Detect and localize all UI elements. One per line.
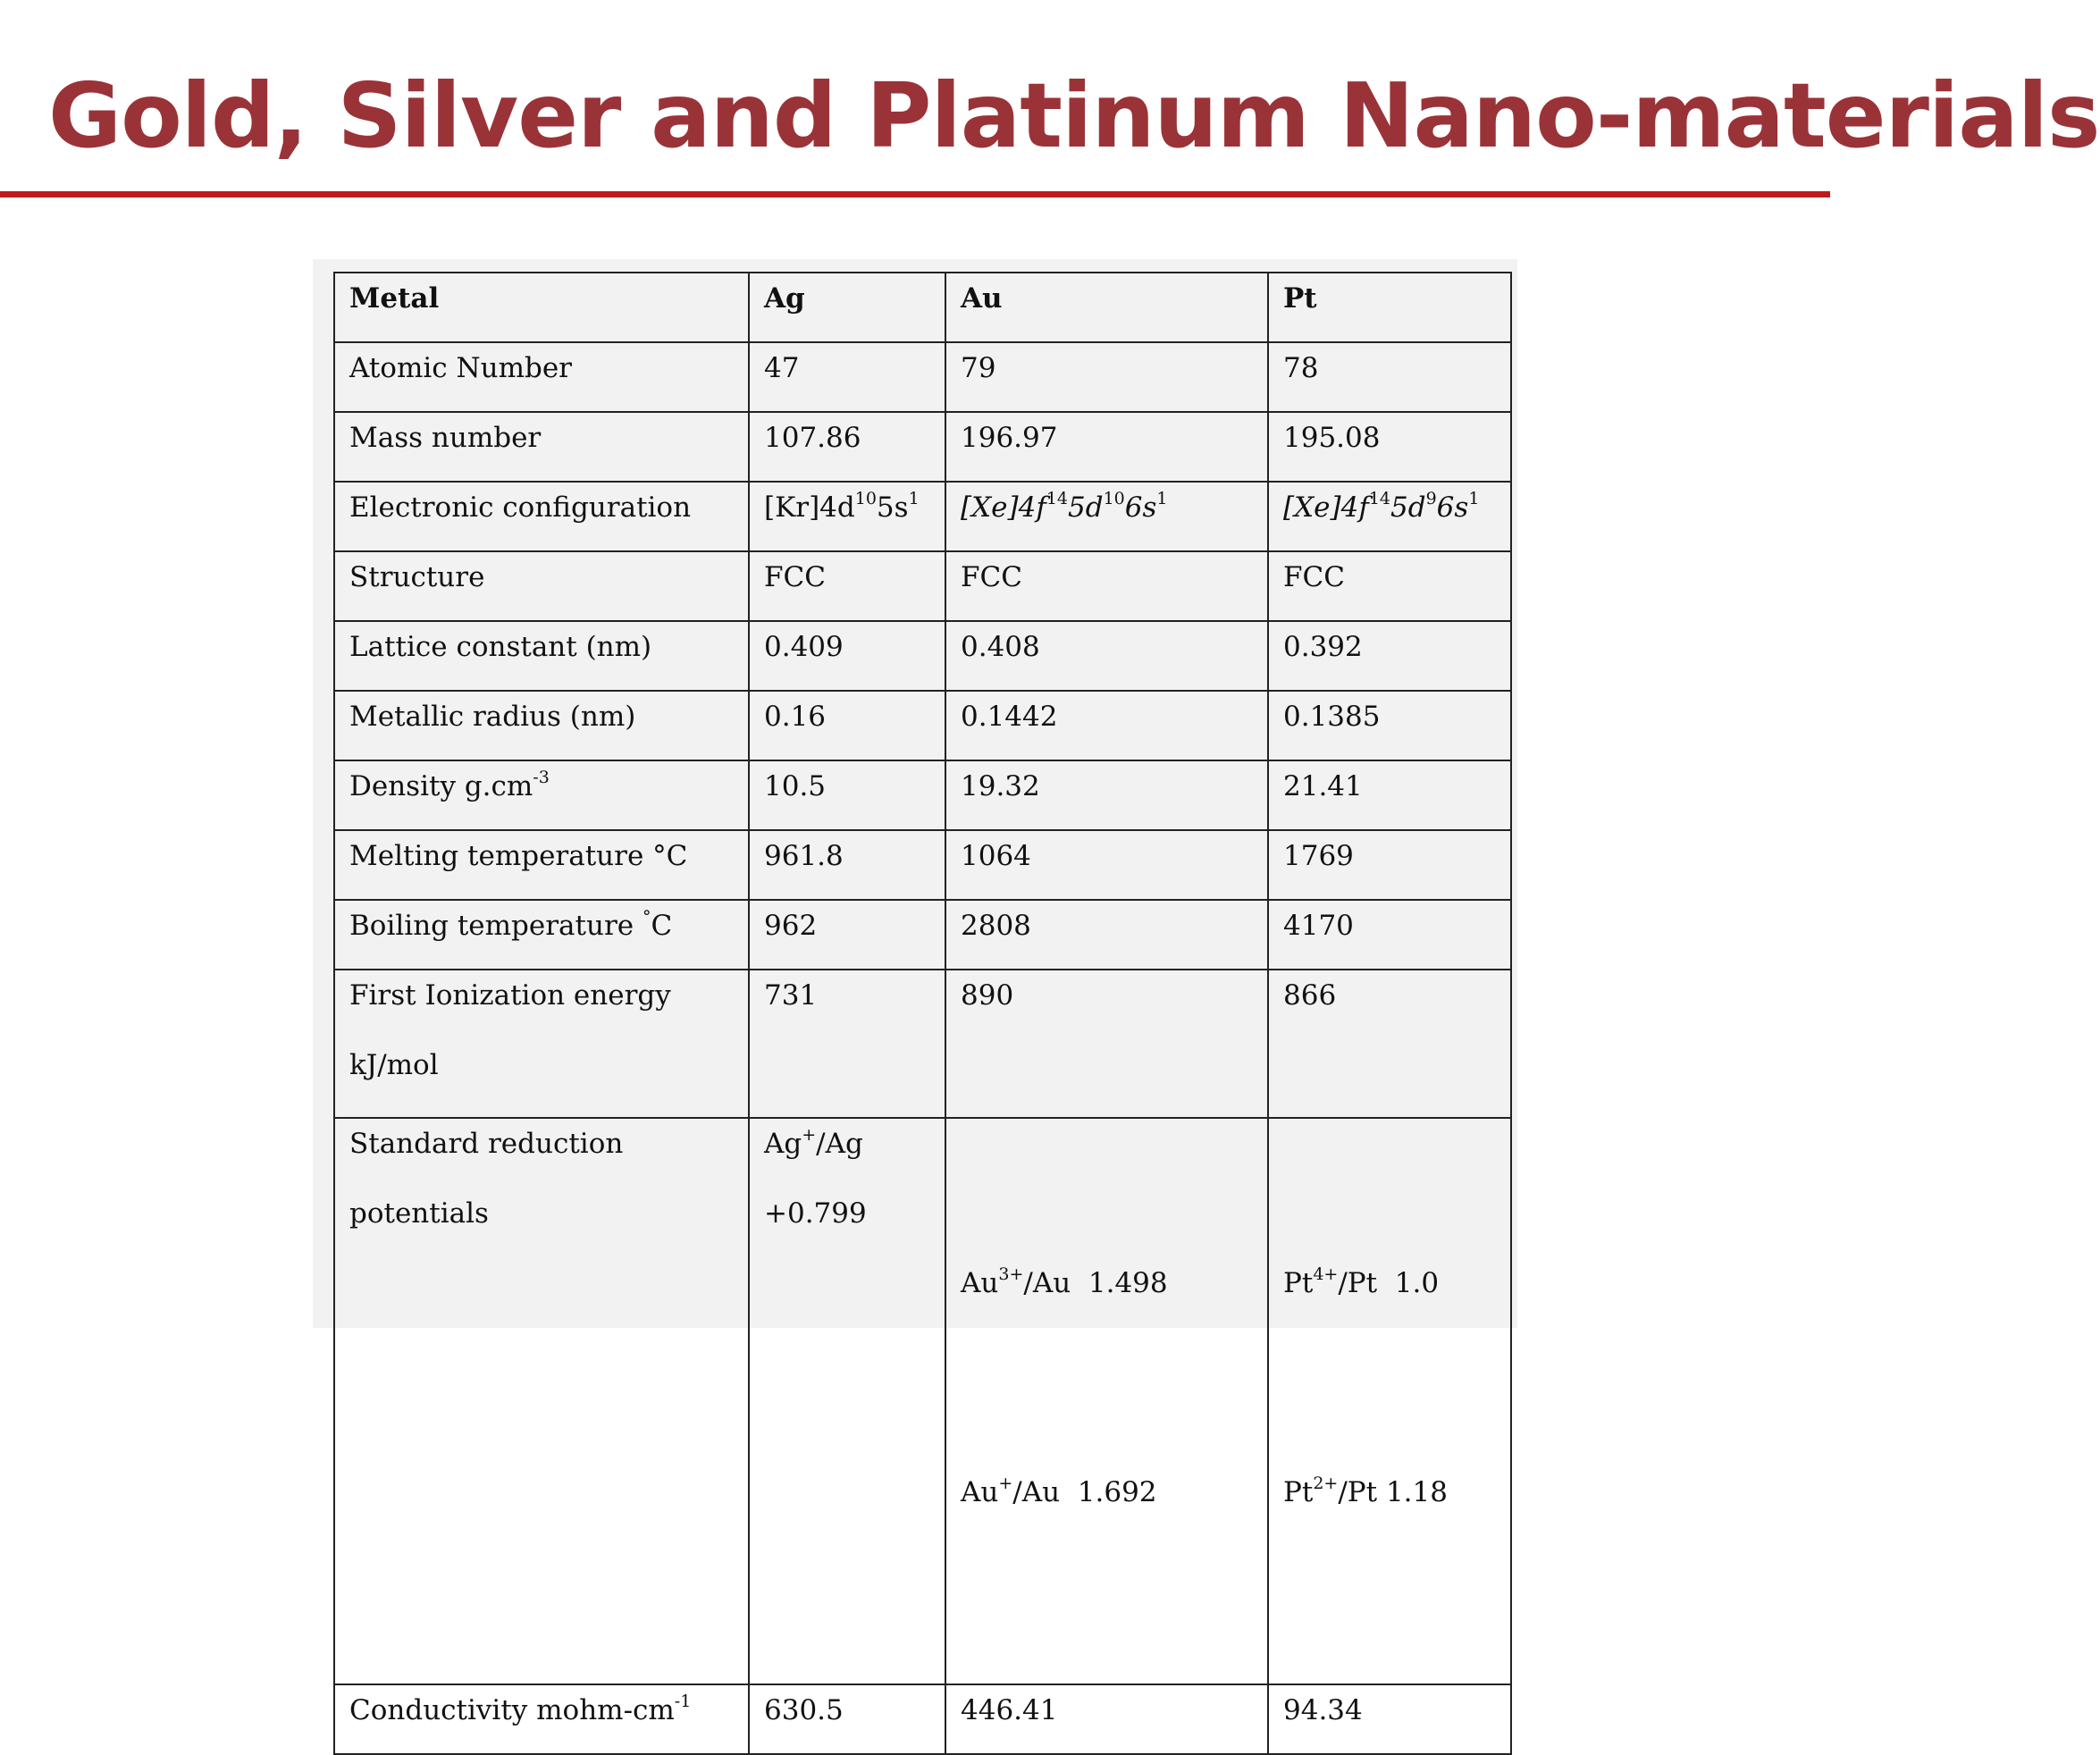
cell-au: 446.41 — [945, 1684, 1268, 1754]
cell-pt — [1268, 1118, 1511, 1684]
cell-line-2: +0.799 — [764, 1197, 867, 1230]
cell-ag: 0.16 — [749, 691, 945, 760]
config-base: [Xe]4f — [961, 491, 1046, 524]
table-row-standard-reduction-potentials — [334, 1118, 1511, 1684]
cell-line-2 — [961, 1474, 1253, 1544]
table-row-metallic-radius — [334, 691, 1511, 760]
cell-au: 19.32 — [945, 760, 1268, 830]
cell-ag: 10.5 — [749, 760, 945, 830]
row-label: Melting temperature °C — [334, 830, 749, 900]
cell-au: 0.1442 — [945, 691, 1268, 760]
row-label — [334, 970, 749, 1118]
ion-charge: 3+ — [998, 1264, 1024, 1284]
row-label: Mass number — [334, 412, 749, 482]
label-line-2: potentials — [349, 1197, 489, 1230]
cell-au — [945, 482, 1268, 551]
table-row-electronic-configuration — [334, 482, 1511, 551]
cell-ag: 630.5 — [749, 1684, 945, 1754]
row-label: Metallic radius (nm) — [334, 691, 749, 760]
cell-ag: 0.409 — [749, 621, 945, 691]
cell-au: 0.408 — [945, 621, 1268, 691]
ion-charge: + — [998, 1474, 1013, 1493]
label-sup: ° — [642, 907, 651, 927]
label-line-2: kJ/mol — [349, 1049, 439, 1081]
cell-ag: 47 — [749, 342, 945, 412]
row-label: Atomic Number — [334, 342, 749, 412]
row-label — [334, 1684, 749, 1754]
cell-ag: 962 — [749, 900, 945, 970]
label-text: Boiling temperature — [349, 910, 643, 942]
cell-ag — [749, 482, 945, 551]
row-label — [334, 760, 749, 830]
config-mid: 5s — [876, 491, 909, 524]
cell-pt: 4170 — [1268, 900, 1511, 970]
table-row-atomic-number — [334, 342, 1511, 412]
row-label — [334, 1118, 749, 1684]
row-label: Structure — [334, 551, 749, 621]
cell-pt — [1268, 970, 1511, 1118]
config-mid: 5d — [1390, 491, 1426, 524]
cell-au: 196.97 — [945, 412, 1268, 482]
label-line-1: Standard reduction — [349, 1128, 624, 1160]
cell-ag: 107.86 — [749, 412, 945, 482]
properties-table — [333, 272, 1512, 1755]
label-text: Density g.cm — [349, 770, 533, 802]
config-sup: 10 — [1103, 489, 1125, 508]
header-cell-metal: Metal — [334, 273, 749, 342]
cell-value: 890 — [961, 979, 1014, 1012]
table-header-row — [334, 273, 1511, 342]
config-mid: 6s — [1436, 491, 1469, 524]
config-mid: 6s — [1124, 491, 1157, 524]
cell-line-1 — [1283, 1265, 1496, 1335]
ion-charge: + — [802, 1125, 817, 1145]
label-tail: C — [651, 910, 673, 942]
table-row-structure — [334, 551, 1511, 621]
cell-ag — [749, 970, 945, 1118]
config-base: [Xe]4f — [1283, 491, 1369, 524]
table-row-melting-temperature — [334, 830, 1511, 900]
header-cell-ag: Ag — [749, 273, 945, 342]
cell-ag: 961.8 — [749, 830, 945, 900]
cell-pt: 195.08 — [1268, 412, 1511, 482]
config-sup: 9 — [1425, 489, 1437, 508]
row-label: Lattice constant (nm) — [334, 621, 749, 691]
cell-line-1 — [961, 1265, 1253, 1335]
cell-ag — [749, 1118, 945, 1684]
config-sup: 1 — [908, 489, 920, 508]
config-sup: 1 — [1468, 489, 1480, 508]
table-row-conductivity — [334, 1684, 1511, 1754]
label-sup: -3 — [533, 768, 550, 787]
config-mid: 5d — [1068, 491, 1104, 524]
cell-pt: 1769 — [1268, 830, 1511, 900]
config-sup: 1 — [1156, 489, 1168, 508]
table-row-mass-number — [334, 412, 1511, 482]
cell-au — [945, 1118, 1268, 1684]
ion-text: Au — [961, 1267, 999, 1299]
ion-text: /Ag — [816, 1128, 863, 1160]
title-rule — [0, 191, 1830, 197]
table-row-boiling-temperature — [334, 900, 1511, 970]
header-cell-pt: Pt — [1268, 273, 1511, 342]
ion-text: Pt — [1283, 1267, 1314, 1299]
cell-pt: 94.34 — [1268, 1684, 1511, 1754]
cell-au: FCC — [945, 551, 1268, 621]
cell-pt: 0.392 — [1268, 621, 1511, 691]
ion-text: /Au 1.498 — [1023, 1267, 1168, 1299]
cell-pt: 21.41 — [1268, 760, 1511, 830]
cell-ag: FCC — [749, 551, 945, 621]
cell-au: 79 — [945, 342, 1268, 412]
cell-line-1 — [764, 1126, 930, 1196]
ion-charge: 4+ — [1313, 1264, 1339, 1284]
label-sup: -1 — [674, 1692, 692, 1711]
table-row-lattice-constant — [334, 621, 1511, 691]
cell-value: 731 — [764, 979, 818, 1012]
row-label — [334, 900, 749, 970]
cell-value: 866 — [1283, 979, 1337, 1012]
ion-text: Ag — [764, 1128, 802, 1160]
cell-line-2 — [1283, 1474, 1496, 1544]
label-line-1: First Ionization energy — [349, 979, 671, 1012]
config-base: [Kr]4d — [764, 491, 855, 524]
table-row-first-ionization-energy — [334, 970, 1511, 1118]
cell-pt — [1268, 482, 1511, 551]
cell-pt: 0.1385 — [1268, 691, 1511, 760]
row-label: Electronic configuration — [334, 482, 749, 551]
ion-text: /Au 1.692 — [1012, 1476, 1157, 1508]
cell-pt: 78 — [1268, 342, 1511, 412]
table-row-density — [334, 760, 1511, 830]
header-cell-au: Au — [945, 273, 1268, 342]
ion-text: /Pt 1.18 — [1338, 1476, 1448, 1508]
ion-text: Au — [961, 1476, 999, 1508]
config-sup: 14 — [1046, 489, 1068, 508]
ion-charge: 2+ — [1313, 1474, 1339, 1493]
config-sup: 10 — [854, 489, 877, 508]
ion-text: /Pt 1.0 — [1338, 1267, 1440, 1299]
cell-au: 2808 — [945, 900, 1268, 970]
slide-title: Gold, Silver and Platinum Nano-materials — [48, 63, 2100, 168]
cell-au — [945, 970, 1268, 1118]
ion-text: Pt — [1283, 1476, 1314, 1508]
cell-pt: FCC — [1268, 551, 1511, 621]
label-text: Conductivity mohm-cm — [349, 1694, 675, 1726]
config-sup: 14 — [1368, 489, 1390, 508]
cell-au: 1064 — [945, 830, 1268, 900]
